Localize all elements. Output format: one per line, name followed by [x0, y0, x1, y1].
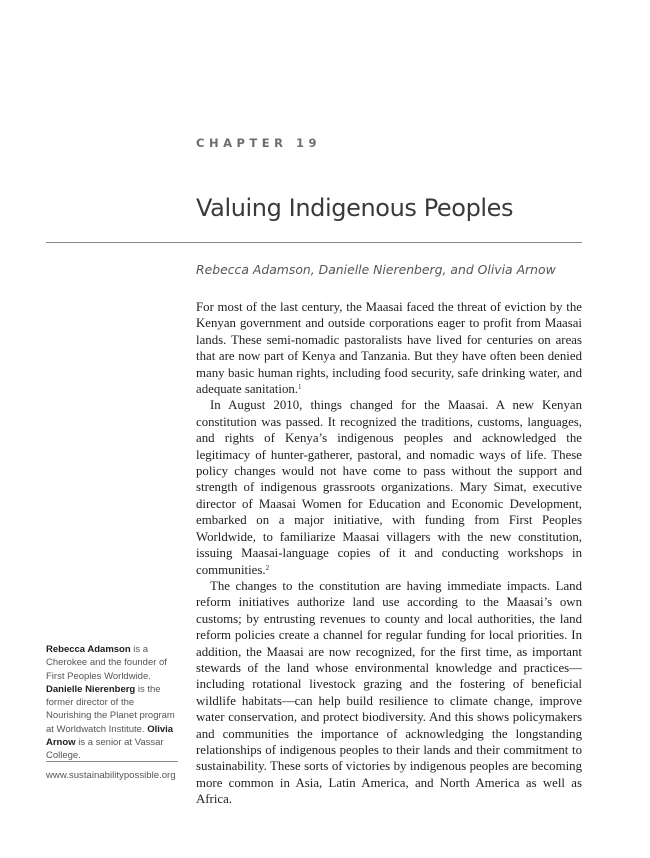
bio-text: is the former director of the Nourishing the Planet program at Worldwatch Institute.	[46, 683, 175, 735]
bio-text: is a senior at Vassar College.	[46, 737, 164, 762]
body-text	[196, 299, 582, 808]
paragraph	[196, 578, 582, 808]
paragraph-text: In August 2010, things changed for the Maasai. A new Kenyan constitution was passed. It recognized the traditions, customs, languages, and rights of Kenya’s indigenous peoples and acknowledged the legitimacy of hunter-gatherer, pastoral, and nomadic ways of life. These policy changes would not have come to pass without the support and strength of indigenous grassroots organizations. Mary Simat, executive director of Maasai Women for Education and Economic Development, embarked on a major initiative, with funding from First Peoples Worldwide, to familiarize Maasai villagers with the new constitution, issuing Maasai-language copies of it and conducting workshops in communities.	[196, 398, 582, 577]
author-bios	[46, 643, 178, 763]
paragraph-text: The changes to the constitution are having immediate impacts. Land reform initiatives authorize land use according to the Maasai’s own customs; by entrusting revenues to county and local authorities, the land reform policies create a channel for regular funding for local priorities. In addition, the Maasai are now recognized, for the first time, as important stewards of the land whose environmental knowledge and practices—including rotational livestock grazing and the fostering of beneficial wildlife habitats—can help build resilience to climate change, improve water conservation, and protect biodiversity. And this shows policymakers and communities the importance of acknowledging the longstanding relationships of indigenous peoples to their lands and their commitment to sustainability. These sorts of victories by indigenous peoples are becoming more common in Asia, Latin America, and North America as well as Africa.	[196, 578, 582, 807]
bio-name: Olivia Arnow	[46, 723, 174, 749]
website-url: www.sustainabilitypossible.org	[46, 770, 176, 781]
title-divider	[46, 242, 582, 243]
sidebar-divider	[46, 761, 178, 762]
paragraph	[196, 299, 582, 397]
bio-name: Danielle Nierenberg	[46, 683, 136, 695]
chapter-title: Valuing Indigenous Peoples	[196, 194, 514, 222]
bio-name: Rebecca Adamson	[46, 644, 131, 655]
paragraph	[196, 397, 582, 577]
chapter-authors: Rebecca Adamson, Danielle Nierenberg, and Olivia Arnow	[196, 262, 556, 277]
footnote-marker: 2	[265, 563, 270, 572]
bio-text: is a Cherokee and the founder of First Peoples Worldwide.	[46, 644, 167, 682]
footnote-marker: 1	[298, 383, 302, 392]
paragraph-text: For most of the last century, the Maasai faced the threat of eviction by the Kenyan government and outside corporations eager to profit from Maasai lands. These semi-nomadic pastoralists have lived for centuries on areas that are now part of Kenya and Tanzania. But they have often been denied many basic human rights, including food security, safe drinking water, and adequate sanitation.	[196, 300, 582, 397]
chapter-label: CHAPTER 19	[196, 136, 321, 150]
